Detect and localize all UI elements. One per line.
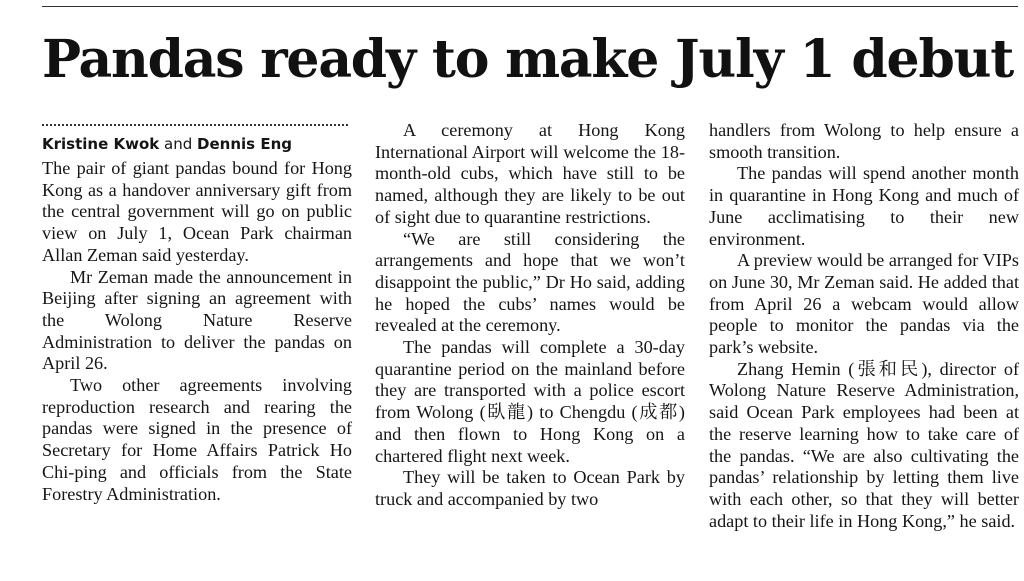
- paragraph: They will be taken to Ocean Park by truck and accompanied by two: [375, 467, 685, 509]
- article-column-1: [42, 120, 352, 505]
- paragraph: A ceremony at Hong Kong International Airport will welcome the 18-month-old cubs, which have still to be named, although they are likely to be out of sight due to quarantine restrictions.: [375, 120, 685, 227]
- paragraph: “We are still considering the arrangements and hope that we won’t disappoint the public,” Dr Ho said, adding he hoped the cubs’ names would be revealed at the ceremony.: [375, 228, 685, 336]
- byline-conjunction: and: [164, 135, 193, 153]
- byline-author: Kristine Kwok: [42, 135, 160, 153]
- article-column-2: [375, 120, 685, 511]
- paragraph: Two other agreements involving reproduction research and rearing the pandas were signed in the presence of Secretary for Home Affairs Patrick Ho Chi-ping and officials from the State Forestry Administration.: [42, 375, 352, 504]
- paragraph: The pair of giant pandas bound for Hong Kong as a handover anniversary gift from the central government will go on public view on July 1, Ocean Park chairman Allan Zeman said yesterday.: [42, 158, 352, 265]
- paragraph: The pandas will spend another month in quarantine in Hong Kong and much of June acclimatising to their new environment.: [709, 163, 1019, 249]
- paragraph: The pandas will complete a 30-day quarantine period on the mainland before they are transported with a police escort from Wolong (臥龍) to Chengdu (成都) and then flown to Hong Kong on a chartered flight next week.: [375, 337, 685, 466]
- paragraph: Mr Zeman made the announcement in Beijing after signing an agreement with the Wolong Nature Reserve Administration to deliver the pandas on April 26.: [42, 266, 352, 374]
- byline-divider: [42, 124, 348, 126]
- paragraph: Zhang Hemin (張和民), director of Wolong Nature Reserve Administration, said Ocean Park employees had been at the reserve learning how to take care of the pandas. “We are also cultivating the pandas’ relationship by letting them live with each other, so that they will better adapt to their life in Hong Kong,” he said.: [709, 358, 1019, 531]
- article-column-3: [709, 120, 1019, 532]
- paragraph: A preview would be arranged for VIPs on June 30, Mr Zeman said. He added that from April 26 a webcam would allow people to monitor the pandas via the park’s website.: [709, 250, 1019, 358]
- byline-author: Dennis Eng: [197, 135, 292, 153]
- top-rule: [42, 6, 1018, 7]
- paragraph-continuation: handlers from Wolong to help ensure a smooth transition.: [709, 120, 1019, 162]
- headline: Pandas ready to make July 1 debut: [42, 29, 1014, 90]
- byline: [42, 132, 352, 156]
